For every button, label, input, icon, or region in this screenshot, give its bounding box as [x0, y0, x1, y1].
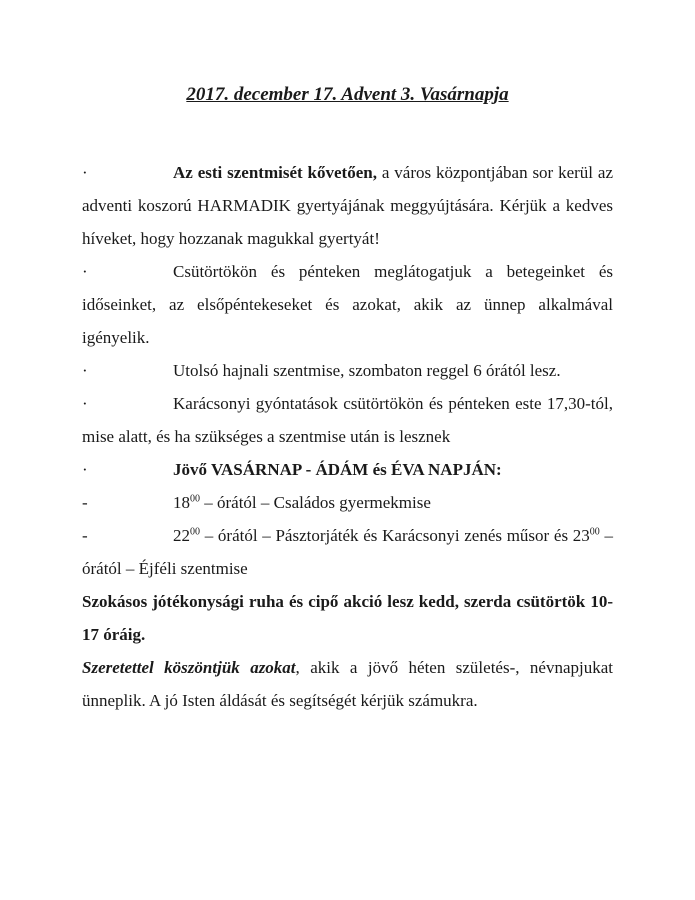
bullet-marker: ·: [82, 394, 88, 413]
superscript: 00: [589, 526, 600, 538]
page-title: [82, 80, 613, 110]
paragraph: [82, 156, 613, 255]
text-run: – órától – Pásztorjáték és Karácsonyi zenés műsor és 23: [200, 526, 590, 545]
paragraph: [82, 585, 613, 651]
paragraph: [82, 255, 613, 354]
text-run: Karácsonyi gyóntatások csütörtökön és pénteken este 17,30-tól, mise alatt, és ha szükséges a szentmise után is lesznek: [82, 394, 613, 446]
text-run: 18: [173, 493, 190, 512]
bullet-marker: ·: [82, 262, 88, 281]
paragraph: [82, 387, 613, 453]
text-run: Szokásos jótékonysági ruha és cipő akció lesz kedd, szerda csütörtök 10-17 óráig.: [82, 592, 613, 644]
text-run: Jövő VASÁRNAP - ÁDÁM és ÉVA NAPJÁN:: [173, 460, 502, 479]
paragraph: [82, 453, 613, 486]
paragraph: [82, 651, 613, 717]
text-run: Szeretettel köszöntjük azokat: [82, 658, 296, 677]
paragraph: [82, 486, 613, 519]
text-run: Utolsó hajnali szentmise, szombaton reggel 6 órától lesz.: [173, 361, 561, 380]
superscript: 00: [190, 493, 200, 505]
text-run: , akik a jövő héten születés-, névnapjukat ünneplik. A jó Isten áldását és segítségét kérjük számukra.: [82, 658, 613, 710]
text-run: 22: [173, 526, 190, 545]
bullet-marker: ·: [82, 163, 88, 182]
page-title-text: 2017. december 17. Advent 3. Vasárnapja: [186, 84, 509, 105]
bullet-marker: -: [82, 526, 88, 545]
bullet-marker: ·: [82, 361, 88, 380]
text-run: a város központjában sor kerül az adventi koszorú HARMADIK gyertyájának meggyújtására. Kérjük a kedves híveket, hogy hozzanak magukkal gyertyát!: [82, 163, 614, 248]
text-run: – órától – Családos gyermekmise: [200, 493, 431, 512]
document-body: [82, 156, 613, 717]
text-run: Csütörtökön és pénteken meglátogatjuk a betegeinket és időseinket, az elsőpéntekeseket és azokat, akik az ünnep alkalmával igényelik.: [82, 262, 613, 347]
paragraph: [82, 519, 613, 585]
bullet-marker: ·: [82, 460, 88, 479]
text-run: Az esti szentmisét kővetően,: [173, 163, 377, 182]
text-run: – órától – Éjféli szentmise: [82, 526, 614, 578]
paragraph: [82, 354, 613, 387]
superscript: 00: [190, 526, 200, 538]
bullet-marker: -: [82, 493, 88, 512]
